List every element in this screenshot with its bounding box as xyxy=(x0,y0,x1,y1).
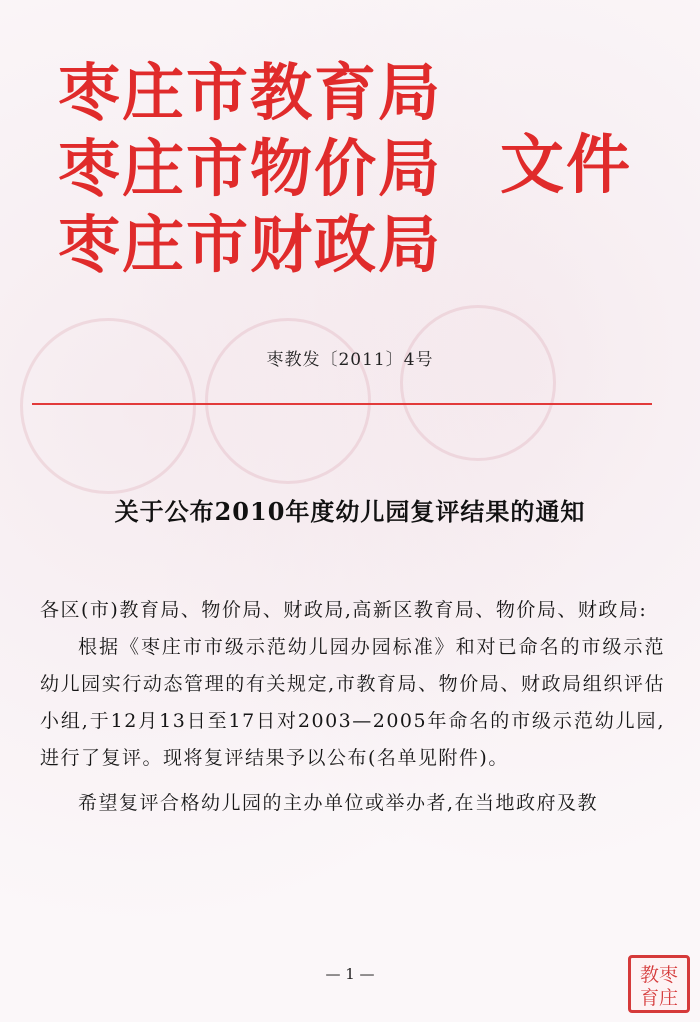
issuing-body-price: 枣庄市物价局 xyxy=(58,132,443,205)
issuing-body-education: 枣庄市教育局 xyxy=(58,56,443,129)
page-number: — 1 — xyxy=(325,965,375,983)
notice-title: 关于公布2010年度幼儿园复评结果的通知 xyxy=(114,497,586,526)
red-divider-line xyxy=(32,403,652,405)
seal-stamp-graphic xyxy=(631,958,687,1010)
paragraph: 希望复评合格幼儿园的主办单位或举办者,在当地政府及教 xyxy=(78,792,599,814)
issuing-bodies xyxy=(58,55,478,283)
seal-character: 育庄 xyxy=(639,987,679,1009)
document-word: 文件 xyxy=(500,129,632,203)
document-number: 枣教发〔2011〕4号 xyxy=(266,350,434,370)
seal-character: 教枣 xyxy=(639,964,679,986)
issuing-body-finance: 枣庄市财政局 xyxy=(58,208,443,281)
ghost-seal-right xyxy=(400,305,556,461)
paragraph: 根据《枣庄市市级示范幼儿园办园标准》和对已命名的市级示范幼儿园实行动态管理的有关规定,市教育局、物价局、财政局组织评估小组,于12月13日至17日对2003—2005年命名的市级示范幼儿园,进行了复评。现将复评结果予以公布(名单见附件)。 xyxy=(40,636,665,769)
notice-body xyxy=(40,592,665,822)
ghost-seal-center xyxy=(205,318,371,484)
addressee: 各区(市)教育局、物价局、财政局,高新区教育局、物价局、财政局: xyxy=(40,599,648,621)
red-seal-stamp xyxy=(628,955,690,1013)
